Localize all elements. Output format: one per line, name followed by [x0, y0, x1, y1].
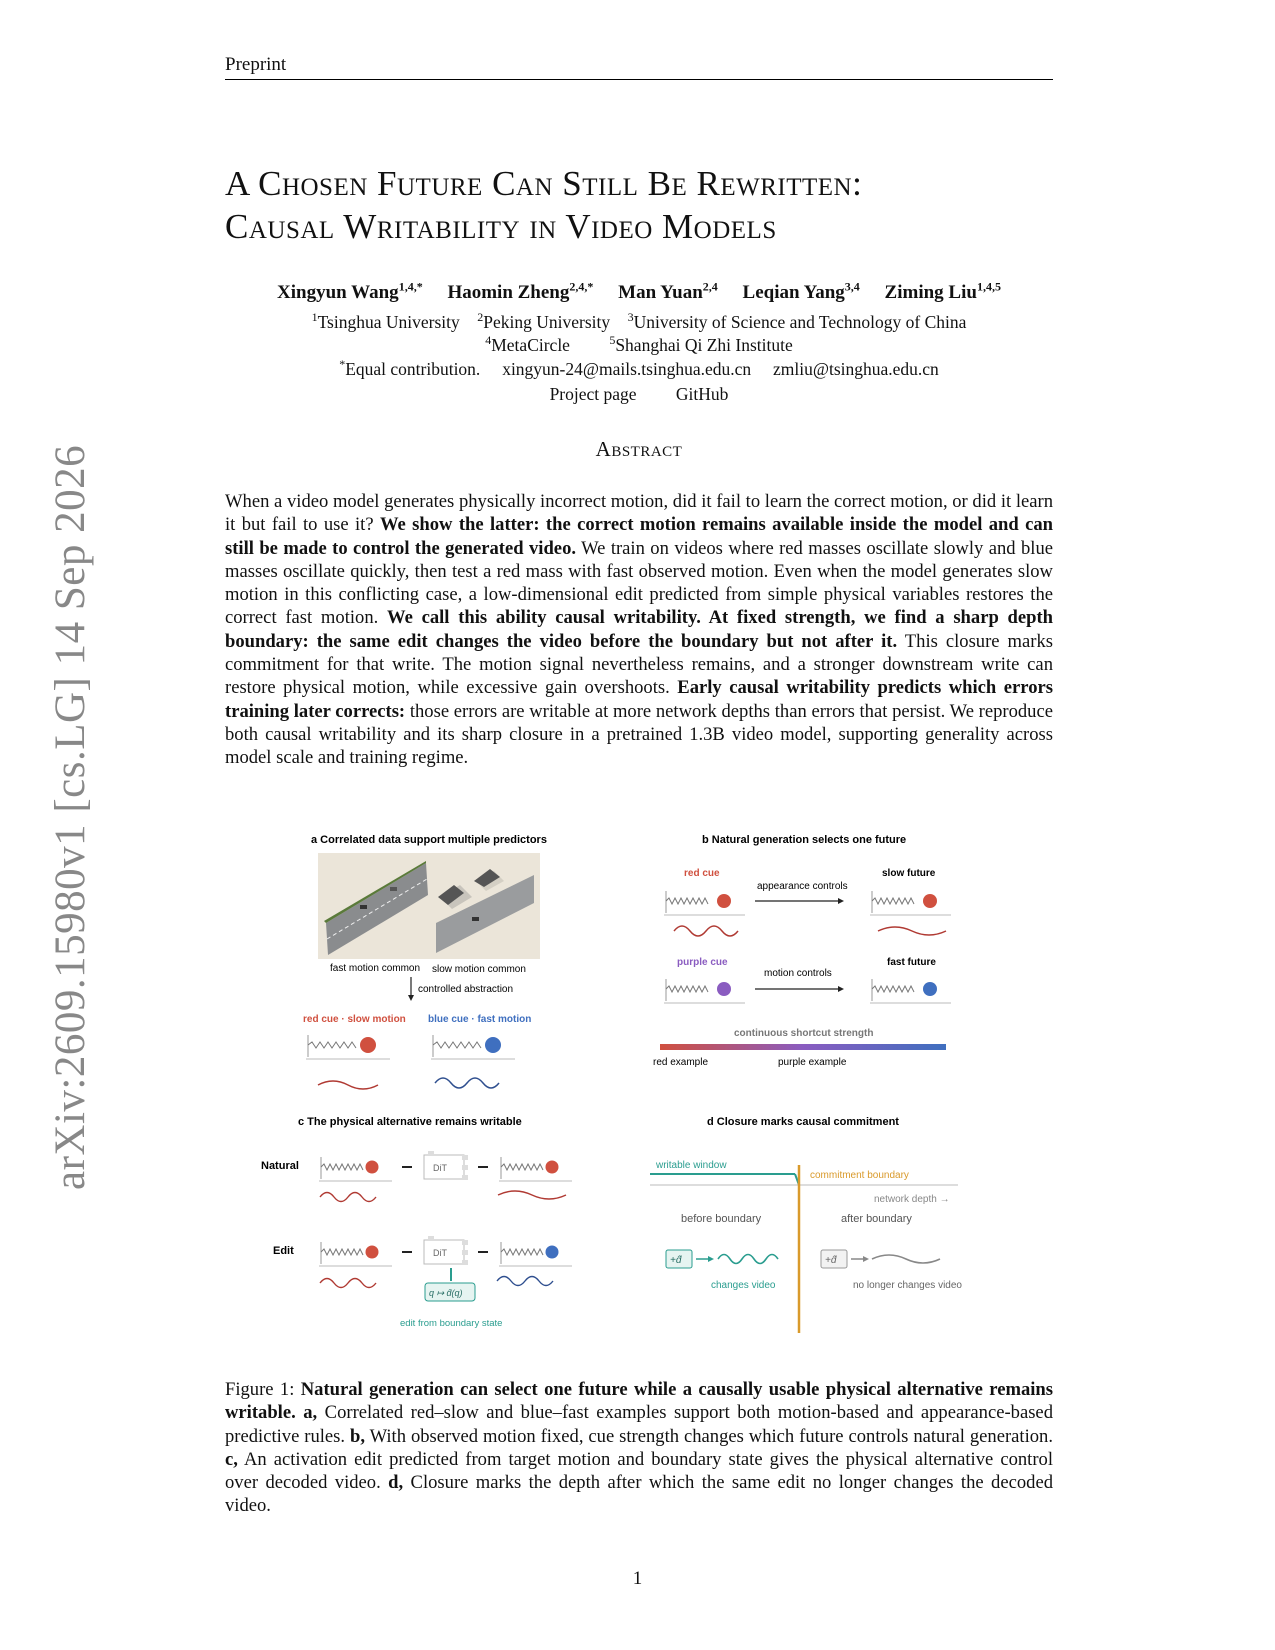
- spring-blue-icon: [431, 1035, 515, 1059]
- c-natural-row: [319, 1151, 572, 1202]
- d-boundary-label: commitment boundary: [810, 1170, 909, 1181]
- title-line-2: Causal Writability in Video Models: [225, 207, 777, 246]
- b-spring-purple-icon: [664, 979, 745, 1003]
- d-plus-left: +d̂: [670, 1255, 682, 1266]
- b-wave-slow-red: [878, 927, 946, 935]
- d-depth-label: network depth →: [874, 1194, 950, 1205]
- b-strength-label: continuous shortcut strength: [734, 1028, 874, 1039]
- title-line-1: A Chosen Future Can Still Be Rewritten:: [225, 164, 863, 203]
- c-edit-label: Edit: [273, 1245, 294, 1257]
- b-appearance-label: appearance controls: [757, 881, 848, 892]
- c-dit-label-2: DiT: [433, 1248, 447, 1258]
- c-dit-label: DiT: [433, 1163, 447, 1173]
- author: Haomin Zheng$^{2,4,*}$: [447, 280, 594, 304]
- fast-motion-label: fast motion common: [330, 963, 421, 974]
- d-no-change-label: no longer changes video: [853, 1280, 962, 1291]
- red-cue-label: red cue · slow motion: [303, 1014, 406, 1025]
- d-plus-right: +d̂: [825, 1255, 837, 1266]
- strength-gradient-bar: [660, 1044, 946, 1050]
- b-fast-future-label: fast future: [887, 957, 936, 968]
- slow-motion-label: slow motion common: [432, 964, 526, 975]
- author: Xingyun Wang$^{1,4,*}$: [277, 280, 423, 304]
- b-spring-red-icon: [664, 891, 745, 915]
- b-slow-future-label: slow future: [882, 868, 936, 879]
- d-window-label: writable window: [656, 1160, 727, 1171]
- affiliations-line-1: $^1$Tsinghua University $^2$Peking University $^3$University of Science and Technology of China: [311, 310, 967, 332]
- d-wave-unchanged: [872, 1255, 940, 1263]
- contribution-line: *Equal contribution. xingyun-24@mails.tsinghua.edu.cn zmliu@tsinghua.edu.cn: [339, 357, 939, 379]
- email-link[interactable]: xingyun-24@mails.tsinghua.edu.cn: [502, 358, 752, 379]
- b-red-example-label: red example: [653, 1057, 709, 1068]
- author: Leqian Yang$^{3,4}$: [742, 280, 860, 304]
- author: Man Yuan$^{2,4}$: [618, 280, 718, 304]
- links-line: [225, 384, 1053, 405]
- arxiv-identifier: arXiv:2609.15980v1 [cs.LG] 14 Sep 2026: [47, 444, 94, 1190]
- panel-a-title: a Correlated data support multiple predictors: [311, 834, 547, 846]
- fast-wave-blue: [435, 1078, 499, 1088]
- figure-caption: Figure 1: Natural generation can select one future while a causally usable physical alternative remains writable. a, Correlated red–slow and blue–fast examples support both motion-based and appearance-based predictive rules. b, With observed motion fixed, cue strength changes which future controls natural generation. c, An activation edit predicted from target motion and boundary state gives the physical alternative control over decoded video. d, Closure marks the depth after which the same edit no longer changes the decoded video.: [225, 1379, 1053, 1517]
- panel-b-title: b Natural generation selects one future: [702, 834, 907, 846]
- abstract-body: When a video model generates physically incorrect motion, did it fail to learn the correct motion, or did it learn it but fail to use it? We show the latter: the correct motion remains available inside the model and can still be made to control the generated video. We train on videos where red masses oscillate slowly and blue masses oscillate quickly, then test a red mass with fast observed motion. Even when the model generates slow motion in this conflicting case, a low-dimensional edit predicted from simple physical variables restores the correct fast motion. We call this ability causal writability. At fixed strength, we find a sharp depth boundary: the same edit changes the video before the boundary but not after it. This closure marks commitment for that write. The motion signal nevertheless remains, and a stronger downstream write can restore physical motion, while excessive gain overshoots. Early causal writability predicts which errors training later corrects: those errors are writable at more network depths than errors that persist. We reproduce both causal writability and its sharp closure in a pretrained 1.3B video model, supporting generality across model scale and training regime.: [225, 491, 1053, 769]
- b-red-cue-label: red cue: [684, 868, 720, 879]
- spring-red-icon: [306, 1035, 390, 1059]
- blue-cue-label: blue cue · fast motion: [428, 1014, 532, 1025]
- author-list: [225, 280, 1053, 304]
- author: Ziming Liu$^{1,4,5}$: [884, 280, 1001, 304]
- running-header: Preprint: [225, 54, 1053, 80]
- b-wave-fast-red: [674, 926, 738, 936]
- affiliations-line-2: $^4$MetaCircle $^5$Shanghai Qi Zhi Institute: [485, 333, 793, 355]
- b-motion-label: motion controls: [764, 968, 832, 979]
- c-edit-row: [319, 1236, 572, 1329]
- d-after-label: after boundary: [841, 1213, 912, 1225]
- c-natural-label: Natural: [261, 1160, 299, 1172]
- paper-title: [225, 162, 1125, 248]
- panel-d-title: d Closure marks causal commitment: [707, 1116, 899, 1128]
- b-spring-fast-icon: [870, 979, 951, 1003]
- abstraction-label: controlled abstraction: [418, 984, 514, 995]
- project-page-link[interactable]: Project page: [549, 384, 637, 404]
- page-number: 1: [632, 1568, 643, 1589]
- d-before-label: before boundary: [681, 1213, 762, 1225]
- panel-c-title: c The physical alternative remains writable: [298, 1116, 522, 1128]
- figure-1: [250, 825, 1030, 1355]
- b-spring-slow-icon: [870, 891, 951, 915]
- d-changes-label: changes video: [711, 1280, 776, 1291]
- b-purple-cue-label: purple cue: [677, 957, 728, 968]
- b-purple-example-label: purple example: [778, 1057, 847, 1068]
- c-edit-box-label: q ↦ d̂(q): [429, 1288, 463, 1298]
- d-wave-changed: [718, 1255, 778, 1264]
- email-link[interactable]: zmliu@tsinghua.edu.cn: [773, 358, 939, 379]
- abstract-heading: Abstract: [595, 437, 683, 461]
- github-link[interactable]: GitHub: [675, 384, 729, 404]
- slow-wave-red: [318, 1081, 378, 1089]
- c-edit-from-label: edit from boundary state: [400, 1318, 503, 1329]
